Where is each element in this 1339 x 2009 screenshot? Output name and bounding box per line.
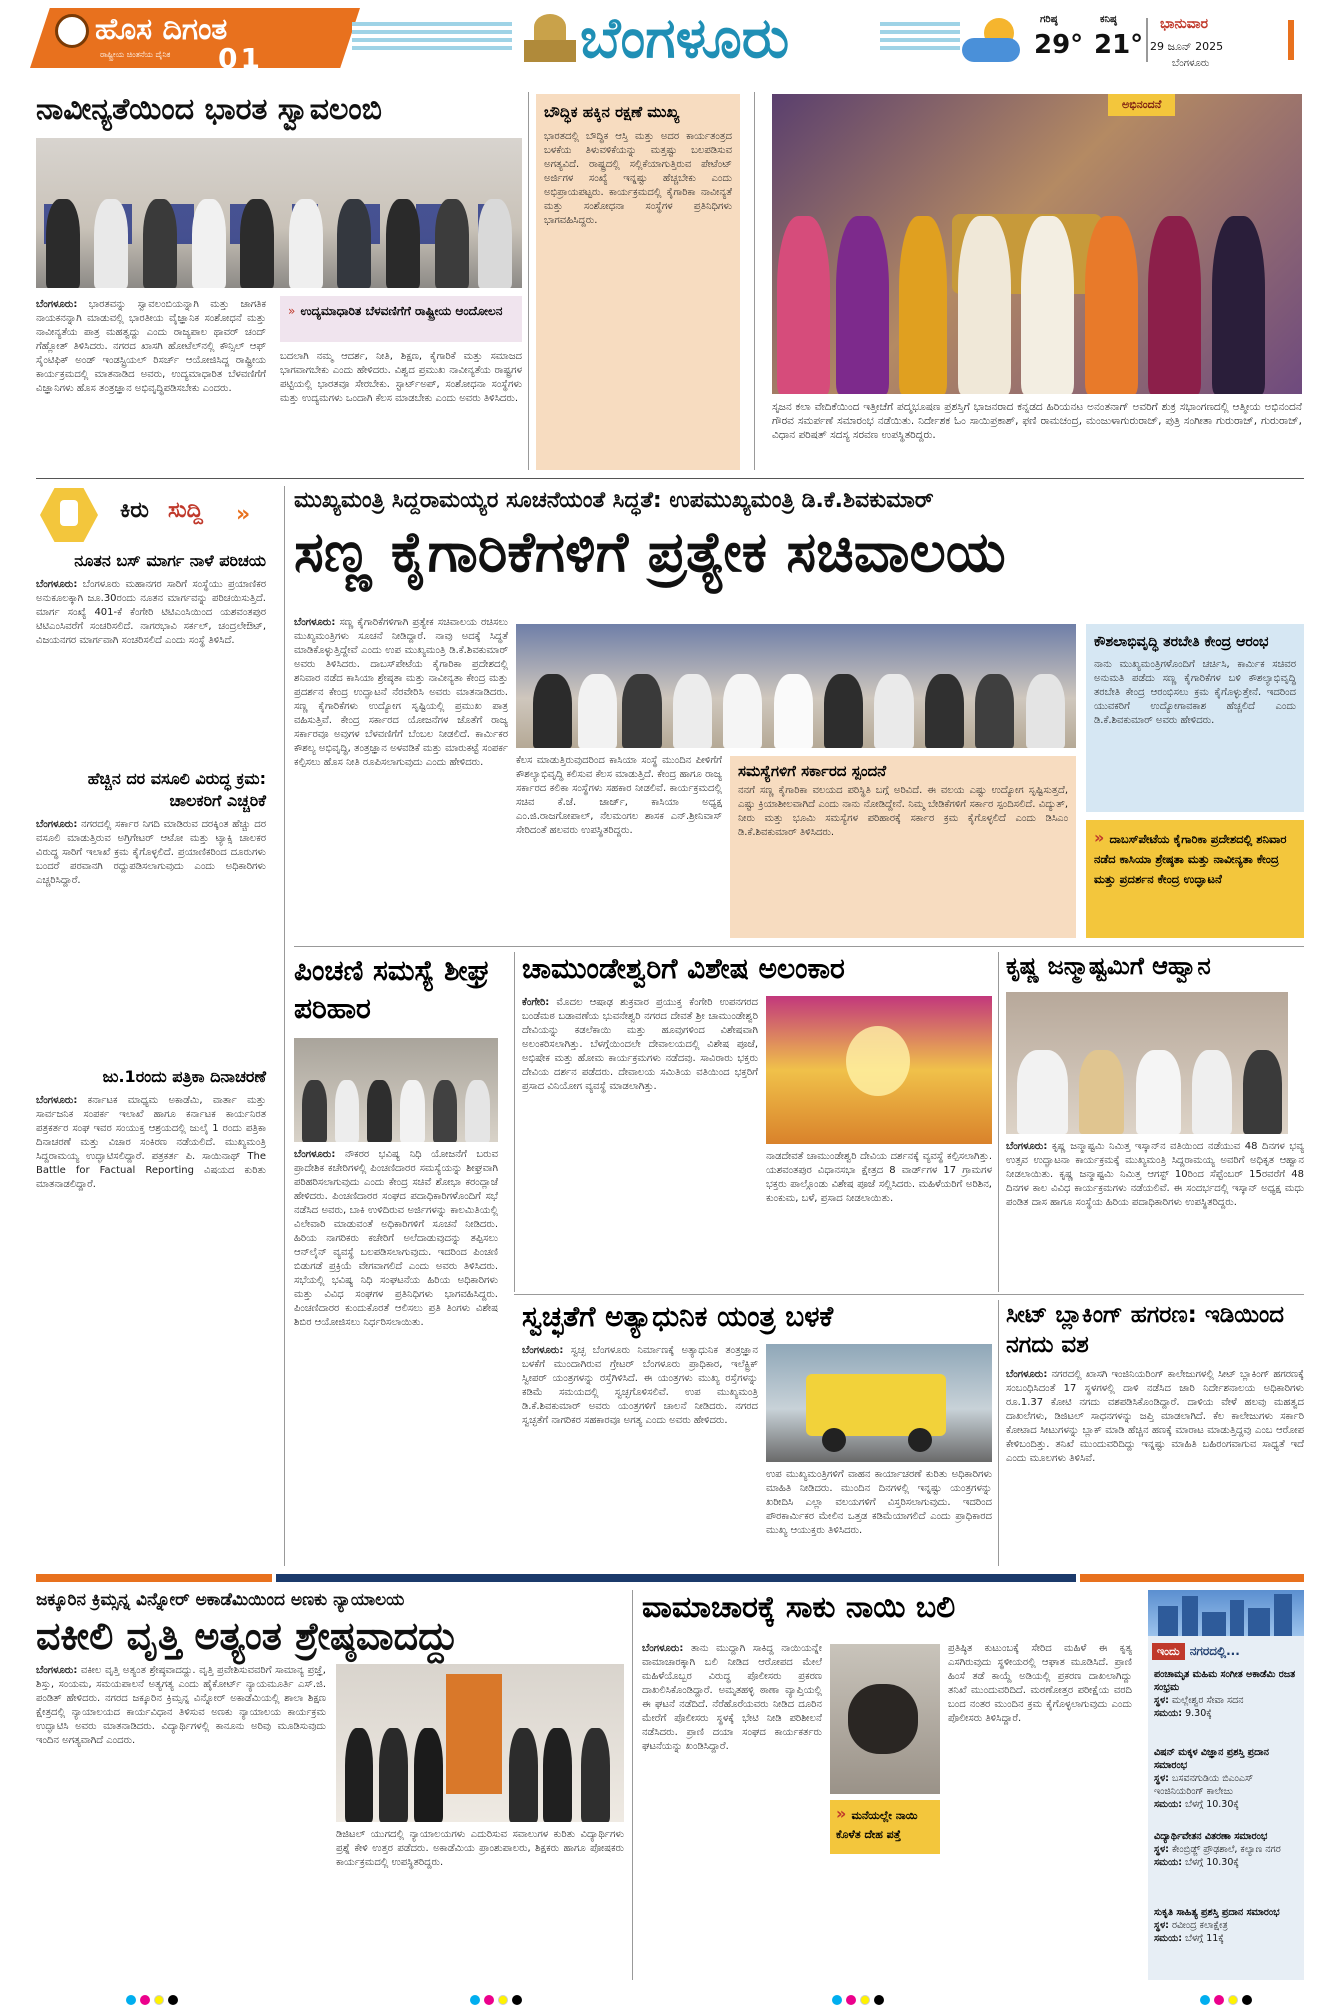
krishna-body-text: ಕೃಷ್ಣ ಜನ್ಮಾಷ್ಟಮಿ ನಿಮಿತ್ತ ಇಸ್ಕಾನ್‌ನ ವತಿಯಿಂದ ನಡೆಯುವ 48 ದಿನಗಳ ಭವ್ಯ ಉತ್ಸವ ಉದ್ಘಾಟನಾ ಕಾರ್ಯಕ್ರಮಕ್ಕೆ ಮುಖ್ಯಮಂತ್ರಿ ಸಿದ್ದರಾಮಯ್ಯ ಅವರಿಗೆ ಅಧಿಕೃತ ಆಹ್ವಾನ ನೀಡಲಾಯಿತು. ಕೃಷ್ಣ ಜನ್ಮಾಷ್ಟಮಿ ನಿಮಿತ್ತ ಆಗಸ್ಟ್ 10ರಿಂದ ಸೆಪ್ಟೆಂಬರ್ 15ರವರೆಗೆ 48 ದಿನಗಳ ಕಾಲ ವಿವಿಧ ಕಾರ್ಯಕ್ರಮಗಳು ನಡೆಯಲಿವೆ. ಈ ಸಂದರ್ಭದಲ್ಲಿ ಇಸ್ಕಾನ್ ಅಧ್ಯಕ್ಷ ಮಧು ಪಂಡಿತ ದಾಸ ಹಾಗೂ ಸಂಸ್ಥೆಯ ಹಿರಿಯ ಪದಾಧಿಕಾರಿಗಳು ಉಪಸ್ಥಿತರಿದ್ದರು.: [1006, 1141, 1304, 1208]
event-item: [1154, 1906, 1300, 1976]
masthead-orange-tab: [1288, 20, 1294, 60]
kirusuddi-column: [36, 486, 276, 1566]
swachhate-body-2: ಉಪ ಮುಖ್ಯಮಂತ್ರಿಗಳಿಗೆ ವಾಹನ ಕಾರ್ಯಾಚರಣೆ ಕುರಿತು ಅಧಿಕಾರಿಗಳು ಮಾಹಿತಿ ನೀಡಿದರು. ಮುಂದಿನ ದಿನಗಳಲ್ಲಿ ಇನ್ನಷ್ಟು ಯಂತ್ರಗಳನ್ನು ಖರೀದಿಸಿ ಎಲ್ಲಾ ವಲಯಗಳಿಗೆ ವಿಸ್ತರಿಸಲಾಗುವುದು. ಇದರಿಂದ ಪೌರಕಾರ್ಮಿಕರ ಮೇಲಿನ ಒತ್ತಡ ಕಡಿಮೆಯಾಗಲಿದೆ ಎಂದು ಪ್ರಾಧಿಕಾರದ ಮುಖ್ಯ ಆಯುಕ್ತರು ತಿಳಿಸಿದರು.: [766, 1469, 992, 1536]
story-photo: [36, 138, 522, 288]
box-ip-body: ಭಾರತದಲ್ಲಿ ಬೌದ್ಧಿಕ ಆಸ್ತಿ ಮತ್ತು ಅದರ ಕಾರ್ಯತಂತ್ರದ ಬಳಕೆಯ ತಿಳುವಳಿಕೆಯನ್ನು ಮತ್ತಷ್ಟು ಬಲಪಡಿಸುವ ಅಗತ್ಯವಿದೆ. ರಾಷ್ಟ್ರದಲ್ಲಿ ಸಲ್ಲಿಕೆಯಾಗುತ್ತಿರುವ ಪೇಟೆಂಟ್ ಅರ್ಜಿಗಳ ಸಂಖ್ಯೆ ಇನ್ನಷ್ಟು ಹೆಚ್ಚಬೇಕು ಎಂದು ಅಭಿಪ್ರಾಯಪಟ್ಟರು. ಕಾರ್ಯಕ್ರಮದಲ್ಲಿ ಕೈಗಾರಿಕಾ ನಾವೀನ್ಯತೆ ಮತ್ತು ಸಂಶೋಧನಾ ಸಂಸ್ಥೆಗಳ ಪ್ರತಿನಿಧಿಗಳು ಭಾಗವಹಿಸಿದ್ದರು.: [544, 131, 732, 226]
krishna-photo: [1006, 992, 1288, 1134]
vamachara-caption-text: ಮನೆಯಲ್ಲೇ ನಾಯಿ ಕೊಳೆತ ದೇಹ ಪತ್ತೆ: [836, 1809, 918, 1841]
event-place: ಕೇಂಬ್ರಿಡ್ಜ್ ಪ್ರೌಢಶಾಲೆ, ಕಲ್ಯಾಣ ನಗರ: [1172, 1844, 1281, 1855]
event-place-label: ಸ್ಥಳ:: [1154, 1773, 1169, 1784]
column-rule: [754, 92, 755, 470]
swachhate-body-text: ಸ್ವಚ್ಛ ಬೆಂಗಳೂರು ನಿರ್ಮಾಣಕ್ಕೆ ಅತ್ಯಾಧುನಿಕ ತಂತ್ರಜ್ಞಾನ ಬಳಕೆಗೆ ಮುಂದಾಗಿರುವ ಗ್ರೇಟರ್ ಬೆಂಗಳೂರು ಪ್ರಾಧಿಕಾರ, ಇಲೆಕ್ಟ್ರಿಕ್ ಸ್ವೀಪರ್ ಯಂತ್ರಗಳನ್ನು ರಸ್ತೆಗಿಳಿಸಿದೆ. ಈ ಯಂತ್ರಗಳು ಮುಖ್ಯ ರಸ್ತೆಗಳನ್ನು ಕಡಿಮೆ ಸಮಯದಲ್ಲಿ ಸ್ವಚ್ಛಗೊಳಿಸಲಿವೆ. ಉಪ ಮುಖ್ಯಮಂತ್ರಿ ಡಿ.ಕೆ.ಶಿವಕುಮಾರ್ ಅವರು ಯಂತ್ರಗಳಿಗೆ ಚಾಲನೆ ನೀಡಿದರು. ನಗರದ ಸ್ವಚ್ಛತೆಗೆ ನಾಗರಿಕರ ಸಹಕಾರವೂ ಅಗತ್ಯ ಎಂದು ಅವರು ಹೇಳಿದರು.: [522, 1345, 758, 1426]
kiru-item-headline: ಹೆಚ್ಚಿನ ದರ ವಸೂಲಿ ವಿರುದ್ಧ ಕ್ರಮ: ಚಾಲಕರಿಗೆ ಎಚ್ಚರಿಕೆ: [87, 769, 266, 810]
column-rule: [528, 92, 529, 470]
lead-headline: ಸಣ್ಣ ಕೈಗಾರಿಕೆಗಳಿಗೆ ಪ್ರತ್ಯೇಕ ಸಚಿವಾಲಯ: [294, 520, 1006, 585]
story-body-2: ಬದಲಾಗಿ ನಮ್ಮ ಆದರ್ಶ, ನೀತಿ, ಶಿಕ್ಷಣ, ಕೈಗಾರಿಕೆ ಮತ್ತು ಸಮಾಜದ ಭಾಗವಾಗಬೇಕು ಎಂದು ಹೇಳಿದರು. ವಿಶ್ವದ ಪ್ರಮುಖ ನಾವೀನ್ಯತೆಯ ರಾಷ್ಟ್ರಗಳ ಪಟ್ಟಿಯಲ್ಲಿ ಭಾರತವೂ ಸೇರಬೇಕು. ಸ್ಟಾರ್ಟ್‌ಅಪ್, ಸಂಶೋಧನಾ ಸಂಸ್ಥೆಗಳು ಮತ್ತು ಉದ್ಯಮಗಳು ಒಂದಾಗಿ ಕೆಲಸ ಮಾಡಬೇಕು ಎಂದು ಅವರು ತಿಳಿಸಿದರು.: [280, 351, 522, 404]
registration-mark: [832, 1995, 842, 2005]
event-item: [1154, 1668, 1300, 1742]
seat-body-text: ನಗರದಲ್ಲಿ ಖಾಸಗಿ ಇಂಜಿನಿಯರಿಂಗ್ ಕಾಲೇಜುಗಳಲ್ಲಿ ಸೀಟ್ ಬ್ಲಾಕಿಂಗ್ ಹಗರಣಕ್ಕೆ ಸಂಬಂಧಿಸಿದಂತೆ 17 ಸ್ಥಳಗಳಲ್ಲಿ ದಾಳಿ ನಡೆಸಿದ ಜಾರಿ ನಿರ್ದೇಶನಾಲಯ ಅಧಿಕಾರಿಗಳು ರೂ.1.37 ಕೋಟಿ ನಗದು ವಶಪಡಿಸಿಕೊಂಡಿದ್ದಾರೆ. ದಾಳಿಯ ವೇಳೆ ಹಲವು ಮಹತ್ವದ ದಾಖಲೆಗಳು, ಡಿಜಿಟಲ್ ಸಾಧನಗಳನ್ನು ಜಪ್ತಿ ಮಾಡಲಾಗಿದೆ. ಕೆಲ ಕಾಲೇಜುಗಳು ಸರ್ಕಾರಿ ಕೋಟಾದ ಸೀಟುಗಳನ್ನು ಬ್ಲಾಕ್ ಮಾಡಿ ಹೆಚ್ಚಿನ ಹಣಕ್ಕೆ ಮಾರಾಟ ಮಾಡುತ್ತಿದ್ದವು ಎಂಬ ಆರೋಪ ಕೇಳಿಬಂದಿತ್ತು. ತನಿಖೆ ಮುಂದುವರಿದಿದ್ದು ಇನ್ನಷ್ಟು ಮಾಹಿತಿ ಬಹಿರಂಗವಾಗುವ ಸಾಧ್ಯತೆ ಇದೆ ಎಂದು ಮೂಲಗಳು ತಿಳಿಸಿವೆ.: [1006, 1369, 1304, 1464]
vamachara-body: [642, 1642, 822, 1980]
lead-response-body: ನನಗೆ ಸಣ್ಣ ಕೈಗಾರಿಕಾ ವಲಯದ ಪರಿಸ್ಥಿತಿ ಬಗ್ಗೆ ಅರಿವಿದೆ. ಈ ವಲಯ ಎಷ್ಟು ಉದ್ಯೋಗ ಸೃಷ್ಟಿಸುತ್ತದೆ, ಎಷ್ಟು ಕ್ರಿಯಾಶೀಲವಾಗಿದೆ ಎಂದು ನಾನು ನೋಡಿದ್ದೇನೆ. ನಿಮ್ಮ ಬೇಡಿಕೆಗಳಿಗೆ ಸರ್ಕಾರ ಸ್ಪಂದಿಸಲಿದೆ. ವಿದ್ಯುತ್, ನೀರು ಮತ್ತು ಭೂಮಿ ಸಮಸ್ಯೆಗಳ ಪರಿಹಾರಕ್ಕೆ ಸರ್ಕಾರ ಕ್ರಮ ಕೈಗೊಳ್ಳಲಿದೆ ಎಂದು ಡಿಸಿಎಂ ಡಿ.ಕೆ.ಶಿವಕುಮಾರ್ ತಿಳಿಸಿದರು.: [738, 785, 1068, 838]
kiru-item-body: ಕರ್ನಾಟಕ ಮಾಧ್ಯಮ ಅಕಾಡೆಮಿ, ವಾರ್ತಾ ಮತ್ತು ಸಾರ್ವಜನಿಕ ಸಂಪರ್ಕ ಇಲಾಖೆ ಹಾಗೂ ಕರ್ನಾಟಕ ಕಾರ್ಯನಿರತ ಪತ್ರಕರ್ತರ ಸಂಘ ಇವರ ಸಂಯುಕ್ತ ಆಶ್ರಯದಲ್ಲಿ ಜುಲೈ 1 ರಂದು ಪತ್ರಿಕಾ ದಿನಾಚರಣೆ ಮತ್ತು ವಿಚಾರ ಸಂಕಿರಣ ನಡೆಯಲಿದೆ. ಮುಖ್ಯಮಂತ್ರಿ ಸಿದ್ದರಾಮಯ್ಯ ಉದ್ಘಾಟಿಸಲಿದ್ದಾರೆ. ಪತ್ರಕರ್ತ ಪಿ. ಸಾಯಿನಾಥ್ The Battle for Factual Reporting ವಿಷಯದ ಕುರಿತು ಮಾತನಾಡಲಿದ್ದಾರೆ.: [36, 1095, 266, 1190]
kirusuddi-label-1: ಕಿರು: [120, 498, 149, 523]
event-place: ಮಲ್ಲೇಶ್ವರ ಸೇವಾ ಸದನ: [1172, 1695, 1244, 1706]
event-time: 9.30ಕ್ಕೆ: [1185, 1708, 1212, 1719]
kiru-item-body-wrap: [36, 1094, 266, 1192]
kiru-item: [36, 550, 266, 760]
lead-skill-body: ನಾನು ಮುಖ್ಯಮಂತ್ರಿಗಳೊಂದಿಗೆ ಚರ್ಚಿಸಿ, ಕಾರ್ಮಿಕ ಸಚಿವರ ಅನುಮತಿ ಪಡೆದು ಸಣ್ಣ ಕೈಗಾರಿಕೆಗಳ ಬಳಿ ಕೌಶಲ್ಯಾಭಿವೃದ್ಧಿ ತರಬೇತಿ ಕೇಂದ್ರ ಆರಂಭಿಸಲು ಕ್ರಮ ಕೈಗೊಳ್ಳುತ್ತೇನೆ. ಇದರಿಂದ ಯುವಕರಿಗೆ ಉದ್ಯೋಗಾವಕಾಶ ಹೆಚ್ಚಲಿದೆ ಎಂದು ಡಿ.ಕೆ.ಶಿವಕುಮಾರ್ ಅವರು ಹೇಳಿದರು.: [1094, 659, 1296, 726]
lead-story: [294, 486, 1304, 946]
seat-body: [1006, 1368, 1304, 1566]
bottom-divider-bar: [36, 1574, 1304, 1582]
lead-yellow-caption: [1086, 820, 1304, 938]
vamachara-headline: ವಾಮಾಚಾರಕ್ಕೆ ಸಾಕು ನಾಯಿ ಬಲಿ: [642, 1590, 956, 1625]
pension-photo: [294, 1038, 498, 1142]
masthead-divider: [1146, 18, 1148, 62]
masthead-stripe: [352, 22, 512, 52]
kiru-item-dateline: ಬೆಂಗಳೂರು:: [36, 1095, 78, 1106]
event-item: [1154, 1830, 1300, 1900]
kiru-item-body-wrap: [36, 818, 266, 888]
weather-min: 21°: [1094, 30, 1144, 60]
lawyer-headline: ವಕೀಲಿ ವೃತ್ತಿ ಅತ್ಯಂತ ಶ್ರೇಷ್ಠವಾದದ್ದು: [36, 1614, 459, 1658]
lawyer-dateline: ಬೆಂಗಳೂರು:: [36, 1665, 78, 1676]
registration-mark: [512, 1995, 522, 2005]
page-number: 01: [218, 42, 263, 75]
city-title: ಬೆಂಗಳೂರು: [580, 6, 790, 71]
swachhate-body: [522, 1344, 758, 1566]
pension-headline: ಪಿಂಚಣಿ ಸಮಸ್ಯೆ ಶೀಘ್ರ ಪರಿಹಾರ: [294, 954, 490, 1025]
lead-yellow-text: ದಾಬಸ್‌ಪೇಟೆಯ ಕೈಗಾರಿಕಾ ಪ್ರದೇಶದಲ್ಲಿ ಶನಿವಾರ ನಡೆದ ಕಾಸಿಯಾ ಶ್ರೇಷ್ಠತಾ ಮತ್ತು ನಾವೀನ್ಯತಾ ಕೇಂದ್ರ ಮತ್ತು ಪ್ರದರ್ಶನ ಕೇಂದ್ರ ಉದ್ಘಾಟನೆ: [1094, 832, 1287, 886]
registration-mark: [126, 1995, 136, 2005]
weather-max-label: ಗರಿಷ್ಠ: [1040, 14, 1058, 25]
registration-mark: [1242, 1995, 1252, 2005]
arrow-icon: »: [836, 1804, 847, 1823]
story-seat-blocking: [1006, 1300, 1304, 1566]
lead-body-text: ಸಣ್ಣ ಕೈಗಾರಿಕೆಗಳಿಗಾಗಿ ಪ್ರತ್ಯೇಕ ಸಚಿವಾಲಯ ರಚಿಸಲು ಮುಖ್ಯಮಂತ್ರಿಗಳು ಸೂಚನೆ ನೀಡಿದ್ದಾರೆ. ನಾವು ಅದಕ್ಕೆ ಸಿದ್ಧತೆ ಮಾಡಿಕೊಳ್ಳುತ್ತಿದ್ದೇವೆ ಎಂದು ಉಪ ಮುಖ್ಯಮಂತ್ರಿ ಡಿ.ಕೆ.ಶಿವಕುಮಾರ್ ಅವರು ತಿಳಿಸಿದರು. ದಾಬಸ್‌ಪೇಟೆಯ ಕೈಗಾರಿಕಾ ಪ್ರದೇಶದಲ್ಲಿ ಶನಿವಾರ ನಡೆದ ಕಾಸಿಯಾ ಶ್ರೇಷ್ಠತಾ ಮತ್ತು ನಾವೀನ್ಯತಾ ಕೇಂದ್ರ ಮತ್ತು ಪ್ರದರ್ಶನ ಕೇಂದ್ರ ಉದ್ಘಾಟನೆ ನೆರವೇರಿಸಿ ಅವರು ಮಾತನಾಡಿದರು. ಸಣ್ಣ ಕೈಗಾರಿಕೆಗಳು ಉದ್ಯೋಗ ಸೃಷ್ಟಿಯಲ್ಲಿ ಪ್ರಮುಖ ಪಾತ್ರ ವಹಿಸುತ್ತಿವೆ. ಕೇಂದ್ರ ಸರ್ಕಾರದ ಯೋಜನೆಗಳ ಜೊತೆಗೆ ರಾಜ್ಯ ಸರ್ಕಾರವೂ ಅವುಗಳ ಬೆಳವಣಿಗೆಗೆ ಬೆಂಬಲ ನೀಡಲಿದೆ. ಕಾರ್ಮಿಕರ ಕೌಶಲ್ಯ ಅಭಿವೃದ್ಧಿ, ತಂತ್ರಜ್ಞಾನ ಅಳವಡಿಕೆ ಮತ್ತು ಮಾರುಕಟ್ಟೆ ಸಂಪರ್ಕ ಕಲ್ಪಿಸಲು ಹೊಸ ನೀತಿ ರೂಪಿಸಲಾಗುವುದು ಎಂದು ಹೇಳಿದರು.: [294, 617, 508, 768]
lawyer-photo: [336, 1664, 624, 1822]
swachhate-headline: ಸ್ವಚ್ಛತೆಗೆ ಅತ್ಯಾಧುನಿಕ ಯಂತ್ರ ಬಳಕೆ: [522, 1300, 834, 1333]
event-time-label: ಸಮಯ:: [1154, 1933, 1183, 1944]
weather-cloud-icon: [962, 18, 1024, 64]
registration-mark: [498, 1995, 508, 2005]
kiru-item-headline: ಜು.1ರಂದು ಪತ್ರಿಕಾ ದಿನಾಚರಣೆ: [102, 1067, 266, 1086]
lead-kicker: ಮುಖ್ಯಮಂತ್ರಿ ಸಿದ್ದರಾಮಯ್ಯರ ಸೂಚನೆಯಂತೆ ಸಿದ್ಧತೆ: ಉಪಮುಖ್ಯಮಂತ್ರಿ ಡಿ.ಕೆ.ಶಿವಕುಮಾರ್: [294, 488, 934, 513]
masthead: [0, 0, 1339, 80]
issue-place: ಬೆಂಗಳೂರು: [1172, 58, 1210, 69]
pension-body: [294, 1148, 498, 1566]
seat-dateline: ಬೆಂಗಳೂರು:: [1006, 1369, 1048, 1380]
masthead-stripe-right: [880, 22, 960, 52]
krishna-headline: ಕೃಷ್ಣ ಜನ್ಮಾಷ್ಟಮಿಗೆ ಆಹ್ವಾನ: [1006, 952, 1211, 980]
section-rule: [36, 478, 1304, 479]
brand-logo-icon: [55, 14, 89, 48]
story-chamundi: [522, 952, 992, 1288]
lawyer-kicker: ಜಕ್ಕೂರಿನ ಕ್ರಿಮ್ಸನ್ನ ವಿನ್ನೋರ್ ಅಕಾಡೆಮಿಯಿಂದ ಅಣಕು ನ್ಯಾಯಾಲಯ: [36, 1590, 405, 1610]
event-place-label: ಸ್ಥಳ:: [1154, 1844, 1169, 1855]
event-time-label: ಸಮಯ:: [1154, 1857, 1183, 1868]
column-rule: [632, 1590, 633, 1980]
events-banner: [1152, 1640, 1300, 1662]
registration-mark: [860, 1995, 870, 2005]
column-rule: [514, 952, 515, 1292]
skyline-icon: [1148, 1590, 1304, 1636]
krishna-dateline: ಬೆಂಗಳೂರು:: [1006, 1141, 1048, 1152]
weather-max: 29°: [1034, 30, 1084, 60]
chamundi-dateline: ಕೆಂಗೇರಿ:: [522, 997, 550, 1008]
kiru-item-dateline: ಬೆಂಗಳೂರು:: [36, 819, 78, 830]
kiru-item-body-wrap: [36, 578, 266, 648]
event-place-label: ಸ್ಥಳ:: [1154, 1920, 1169, 1931]
felicitation-photo: [772, 94, 1302, 394]
registration-mark: [154, 1995, 164, 2005]
kirusuddi-label-2: ಸುದ್ದಿ: [168, 498, 203, 523]
events-label-1: ಇಂದು: [1152, 1643, 1185, 1660]
vidhana-soudha-icon: [520, 14, 580, 62]
story-pension: [294, 952, 508, 1566]
swachhate-photo: [766, 1344, 992, 1462]
event-time-label: ಸಮಯ:: [1154, 1708, 1183, 1719]
brand-name: ಹೊಸ ದಿಗಂತ: [95, 12, 228, 47]
weather-min-label: ಕನಿಷ್ಠ: [1100, 14, 1117, 25]
kiru-item: [36, 1066, 266, 1566]
kirusuddi-chevrons: »: [236, 502, 251, 527]
event-time-label: ಸಮಯ:: [1154, 1799, 1183, 1810]
registration-mark: [1228, 1995, 1238, 2005]
section-rule: [514, 1294, 1304, 1295]
registration-mark: [1214, 1995, 1224, 2005]
events-box: [1148, 1590, 1304, 1980]
arrow-icon: »: [288, 304, 296, 318]
vamachara-body-text: ತಾನು ಮುದ್ದಾಗಿ ಸಾಕಿದ್ದ ನಾಯಿಯನ್ನೇ ವಾಮಾಚಾರಕ್ಕಾಗಿ ಬಲಿ ನೀಡಿದ ಆರೋಪದ ಮೇಲೆ ಮಹಿಳೆಯೊಬ್ಬರ ವಿರುದ್ಧ ಪೊಲೀಸರು ಪ್ರಕರಣ ದಾಖಲಿಸಿಕೊಂಡಿದ್ದಾರೆ. ಅಮೃತಹಳ್ಳಿ ಠಾಣಾ ವ್ಯಾಪ್ತಿಯಲ್ಲಿ ಈ ಘಟನೆ ನಡೆದಿದೆ. ನೆರೆಹೊರೆಯವರು ನೀಡಿದ ದೂರಿನ ಮೇರೆಗೆ ಪೊಲೀಸರು ಸ್ಥಳಕ್ಕೆ ಭೇಟಿ ನೀಡಿ ಪರಿಶೀಲನೆ ನಡೆಸಿದರು. ಪ್ರಾಣಿ ದಯಾ ಸಂಘದ ಕಾರ್ಯಕರ್ತರು ಘಟನೆಯನ್ನು ಖಂಡಿಸಿದ್ದಾರೆ.: [642, 1643, 822, 1752]
lead-skill-headline: ಕೌಶಲಾಭಿವೃದ್ಧಿ ತರಬೇತಿ ಕೇಂದ್ರ ಆರಂಭ: [1094, 634, 1269, 650]
felicitation-caption: ಸೃಜನ ಕಲಾ ವೇದಿಕೆಯಿಂದ ಇತ್ತೀಚೆಗೆ ಪದ್ಮಭೂಷಣ ಪ್ರಶಸ್ತಿಗೆ ಭಾಜನರಾದ ಕನ್ನಡದ ಹಿರಿಯನಟ ಅನಂತನಾಗ್ ಅವರಿಗೆ ಶುಕ್ರ ಸಭಾಂಗಣದಲ್ಲಿ ಆತ್ಮೀಯ ಅಭಿನಂದನೆ ಗೌರವ ಸಮರ್ಪಣೆ ಸಮಾರಂಭ ನಡೆಯಿತು. ನಿರ್ದೇಶಕ ಓಂ ಸಾಯಿಪ್ರಕಾಶ್, ಫಣಿ ರಾಮಚಂದ್ರ, ಮಂಜುಳಾಗುರುರಾಜ್, ಪುತ್ರಿ ಸಂಗೀತಾ ಗುರುರಾಜ್, ಗುರುರಾಜ್, ವಿಧಾನ ಪರಿಷತ್ ಸದಸ್ಯ ಸರವಣ ಉಪಸ್ಥಿತರಿದ್ದರು.: [772, 401, 1302, 441]
lead-skill-box: [1086, 624, 1304, 812]
story-headline: ನಾವೀನ್ಯತೆಯಿಂದ ಭಾರತ ಸ್ವಾವಲಂಬಿ: [36, 92, 382, 127]
dog-icon: [848, 1684, 918, 1754]
event-place: ರವೀಂದ್ರ ಕಲಾಕ್ಷೇತ್ರ: [1172, 1920, 1228, 1931]
story-subhead-box: [280, 296, 522, 342]
chamundi-body-text: ಮೊದಲ ಆಷಾಢ ಶುಕ್ರವಾರ ಪ್ರಯುಕ್ತ ಕೆಂಗೇರಿ ಉಪನಗರದ ಬಂಡೆಮಠ ಬಡಾವಣೆಯ ಭುವನೇಶ್ವರಿ ನಗರದ ದೇವತೆ ಶ್ರೀ ಚಾಮುಂಡೇಶ್ವರಿ ದೇವಿಯನ್ನು ಕಡಲೆಕಾಯಿ ಮತ್ತು ಹೂವುಗಳಿಂದ ವಿಶೇಷವಾಗಿ ಅಲಂಕರಿಸಲಾಗಿತ್ತು. ಬೆಳಗ್ಗೆಯಿಂದಲೇ ದೇವಾಲಯದಲ್ಲಿ ವಿಶೇಷ ಪೂಜೆ, ಅಭಿಷೇಕ ಮತ್ತು ಹೋಮ ಕಾರ್ಯಕ್ರಮಗಳು ನಡೆದವು. ಸಾವಿರಾರು ಭಕ್ತರು ದೇವಿಯ ದರ್ಶನ ಪಡೆದರು. ದೇವಾಲಯ ಸಮಿತಿಯ ವತಿಯಿಂದ ಭಕ್ತರಿಗೆ ಪ್ರಸಾದ ವಿನಿಯೋಗ ವ್ಯವಸ್ಥೆ ಮಾಡಲಾಗಿತ್ತು.: [522, 997, 758, 1092]
vamachara-photo: [830, 1644, 940, 1794]
felicitation-tag: ಅಭಿನಂದನೆ: [1108, 94, 1175, 116]
event-time: ಬೆಳಗ್ಗೆ 10.30ಕ್ಕೆ: [1185, 1857, 1239, 1868]
story-body-text: ಭಾರತವನ್ನು ಸ್ವಾವಲಂಬಿಯನ್ನಾಗಿ ಮತ್ತು ಜಾಗತಿಕ ನಾಯಕನನ್ನಾಗಿ ಮಾಡುವಲ್ಲಿ ಭಾರತೀಯ ವೈಜ್ಞಾನಿಕ ಸಂಶೋಧನೆ ಮತ್ತು ನಾವೀನ್ಯತೆಯ ಪಾತ್ರ ಮಹತ್ವದ್ದು ಎಂದು ರಾಜ್ಯಪಾಲ ಥಾವರ್ ಚಂದ್ ಗೆಹ್ಲೋತ್ ತಿಳಿಸಿದರು. ನಗರದ ಖಾಸಗಿ ಹೋಟೆಲ್‌ನಲ್ಲಿ ಕೌನ್ಸಿಲ್ ಆಫ್ ಸೈಂಟಿಫಿಕ್ ಅಂಡ್ ಇಂಡಸ್ಟ್ರಿಯಲ್ ರಿಸರ್ಚ್ ಆಯೋಜಿಸಿದ್ದ ರಾಷ್ಟ್ರೀಯ ಕಾರ್ಯಕ್ರಮದಲ್ಲಿ ಮಾತನಾಡಿದ ಅವರು, ಉದ್ಯಮಾಧಾರಿತ ಬೆಳವಣಿಗೆಗೆ ವಿಜ್ಞಾನಿಗಳು ಹೊಸ ತಂತ್ರಜ್ಞಾನ ಅಭಿವೃದ್ಧಿಪಡಿಸಬೇಕು ಎಂದರು.: [36, 299, 266, 394]
pension-dateline: ಬೆಂಗಳೂರು:: [294, 1149, 336, 1160]
arrow-icon: »: [1094, 828, 1105, 847]
lawyer-body-2: ಡಿಜಿಟಲ್ ಯುಗದಲ್ಲಿ ನ್ಯಾಯಾಲಯಗಳು ಎದುರಿಸುವ ಸವಾಲುಗಳ ಕುರಿತು ವಿದ್ಯಾರ್ಥಿಗಳು ಪ್ರಶ್ನೆ ಕೇಳಿ ಉತ್ತರ ಪಡೆದರು. ಅಕಾಡೆಮಿಯ ಪ್ರಾಂಶುಪಾಲರು, ಶಿಕ್ಷಕರು ಹಾಗೂ ಪೋಷಕರು ಕಾರ್ಯಕ್ರಮದಲ್ಲಿ ಉಪಸ್ಥಿತರಿದ್ದರು.: [336, 1829, 624, 1868]
event-title: ಪಂಚಾಮೃತ ಮಹಿಮ ಸಂಗೀತ ಅಕಾಡೆಮಿ ರಜತ ಸಂಭ್ರಮ: [1154, 1669, 1296, 1693]
event-time: ಬೆಳಗ್ಗೆ 10.30ಕ್ಕೆ: [1185, 1799, 1239, 1810]
lead-photo: [516, 624, 1076, 748]
lead-body: [294, 616, 508, 944]
kiru-item-body: ನಗರದಲ್ಲಿ ಸರ್ಕಾರ ನಿಗದಿ ಮಾಡಿರುವ ದರಕ್ಕಿಂತ ಹೆಚ್ಚು ದರ ವಸೂಲಿ ಮಾಡುತ್ತಿರುವ ಅಗ್ರಿಗೇಟರ್ ಆಟೋ ಮತ್ತು ಟ್ಯಾಕ್ಸಿ ಚಾಲಕರ ವಿರುದ್ಧ ಸಾರಿಗೆ ಇಲಾಖೆ ಕ್ರಮ ಕೈಗೊಳ್ಳಲಿದೆ. ಪ್ರಯಾಣಿಕರಿಂದ ದೂರುಗಳು ಬಂದರೆ ಪರವಾನಗಿ ರದ್ದುಪಡಿಸಲಾಗುವುದು ಎಂದು ಅಧಿಕಾರಿಗಳು ಎಚ್ಚರಿಸಿದ್ದಾರೆ.: [36, 819, 266, 886]
registration-mark: [484, 1995, 494, 2005]
lead-dateline: ಬೆಂಗಳೂರು:: [294, 617, 336, 628]
registration-mark: [470, 1995, 480, 2005]
column-rule: [998, 1300, 999, 1566]
registration-mark: [168, 1995, 178, 2005]
chamundi-body: [522, 996, 758, 1286]
lawyer-body-text: ವಕೀಲ ವೃತ್ತಿ ಅತ್ಯಂತ ಶ್ರೇಷ್ಠವಾದದ್ದು. ವೃತ್ತಿ ಪ್ರವೇಶಿಸುವವರಿಗೆ ಸಾಮಾನ್ಯ ಪ್ರಜ್ಞೆ, ಶಿಸ್ತು, ಸಂಯಮ, ಸಮಯಪಾಲನೆ ಅತ್ಯಗತ್ಯ ಎಂದು ಹೈಕೋರ್ಟ್ ನ್ಯಾಯಮೂರ್ತಿ ಎಸ್.ಜಿ. ಪಂಡಿತ್ ಹೇಳಿದರು. ನಗರದ ಜಕ್ಕೂರಿನ ಕ್ರಿಮ್ಸನ್ನ ವಿನ್ನೋರ್ ಅಕಾಡೆಮಿಯಲ್ಲಿ ಶಾಲಾ ಶಿಕ್ಷಣ ಕ್ಷೇತ್ರದಲ್ಲಿ ನ್ಯಾಯಾಲಯದ ಕಾರ್ಯವಿಧಾನ ತಿಳಿಸುವ ಅಣಕು ನ್ಯಾಯಾಲಯ ಕಾರ್ಯಕ್ರಮ ಉದ್ಘಾಟಿಸಿ ಅವರು ಮಾತನಾಡಿದರು. ವಿದ್ಯಾರ್ಥಿಗಳಲ್ಲಿ ಕಾನೂನು ಅರಿವು ಮೂಡಿಸುವುದು ಇಂದಿನ ಅಗತ್ಯವಾಗಿದೆ ಎಂದರು.: [36, 1665, 326, 1746]
krishna-body: [1006, 1140, 1304, 1286]
event-title: ಸುಕೃತಿ ಸಾಹಿತ್ಯ ಪ್ರಶಸ್ತಿ ಪ್ರದಾನ ಸಮಾರಂಭ: [1154, 1907, 1280, 1918]
vamachara-dateline: ಬೆಂಗಳೂರು:: [642, 1643, 684, 1654]
box-ip-rights: [536, 94, 740, 470]
lawyer-body: [36, 1664, 326, 1980]
pension-body-text: ನೌಕರರ ಭವಿಷ್ಯ ನಿಧಿ ಯೋಜನೆಗೆ ಬರುವ ಪ್ರಾದೇಶಿಕ ಕಚೇರಿಗಳಲ್ಲಿ ಪಿಂಚಣಿದಾರರ ಸಮಸ್ಯೆಯನ್ನು ಶೀಘ್ರವಾಗಿ ಪರಿಹರಿಸಲಾಗುವುದು ಎಂದು ಕೇಂದ್ರ ಸಚಿವೆ ಶೋಭಾ ಕರಂದ್ಲಾಜೆ ಹೇಳಿದರು. ಪಿಂಚಣಿದಾರರ ಸಂಘದ ಪದಾಧಿಕಾರಿಗಳೊಂದಿಗೆ ಸಭೆ ನಡೆಸಿದ ಅವರು, ಬಾಕಿ ಉಳಿದಿರುವ ಅರ್ಜಿಗಳನ್ನು ಕಾಲಮಿತಿಯಲ್ಲಿ ವಿಲೇವಾರಿ ಮಾಡುವಂತೆ ಅಧಿಕಾರಿಗಳಿಗೆ ಸೂಚನೆ ನೀಡಿದರು. ಹಿರಿಯ ನಾಗರಿಕರು ಕಚೇರಿಗೆ ಅಲೆದಾಡುವುದನ್ನು ತಪ್ಪಿಸಲು ಆನ್‌ಲೈನ್ ವ್ಯವಸ್ಥೆ ಬಲಪಡಿಸಲಾಗುವುದು. ಇದರಿಂದ ಪಿಂಚಣಿ ಬಿಡುಗಡೆ ಪ್ರಕ್ರಿಯೆ ವೇಗವಾಗಲಿದೆ ಎಂದು ಅವರು ತಿಳಿಸಿದರು. ಸಭೆಯಲ್ಲಿ ಭವಿಷ್ಯ ನಿಧಿ ಸಂಘಟನೆಯ ಹಿರಿಯ ಅಧಿಕಾರಿಗಳು ಮತ್ತು ವಿವಿಧ ಸಂಘಗಳ ಪ್ರತಿನಿಧಿಗಳು ಭಾಗವಹಿಸಿದ್ದರು. ಪಿಂಚಣಿದಾರರ ಕುಂದುಕೊರತೆ ಆಲಿಸಲು ಪ್ರತಿ ತಿಂಗಳು ವಿಶೇಷ ಶಿಬಿರ ಆಯೋಜಿಸಲು ನಿರ್ಧರಿಸಲಾಯಿತು.: [294, 1149, 499, 1328]
swachhate-dateline: ಬೆಂಗಳೂರು:: [522, 1345, 564, 1356]
story-subhead: ಉದ್ಯಮಾಧಾರಿತ ಬೆಳವಣಿಗೆಗೆ ರಾಷ್ಟ್ರೀಯ ಆಂದೋಲನ: [300, 304, 503, 318]
kirusuddi-banner: [36, 486, 266, 544]
chamundi-body-2: ನಾಡದೇವತೆ ಚಾಮುಂಡೇಶ್ವರಿ ದೇವಿಯ ದರ್ಶನಕ್ಕೆ ವ್ಯವಸ್ಥೆ ಕಲ್ಪಿಸಲಾಗಿತ್ತು. ಯಶವಂತಪುರ ವಿಧಾನಸಭಾ ಕ್ಷೇತ್ರದ 8 ವಾರ್ಡ್‌ಗಳ 17 ಗ್ರಾಮಗಳ ಭಕ್ತರು ಪಾಲ್ಗೊಂಡು ವಿಶೇಷ ಪೂಜೆ ಸಲ್ಲಿಸಿದರು. ಮಹಿಳೆಯರಿಗೆ ಅರಿಶಿನ, ಕುಂಕುಮ, ಬಳೆ, ಪ್ರಸಾದ ನೀಡಲಾಯಿತು.: [766, 1151, 992, 1204]
box-ip-headline: ಬೌದ್ಧಿಕ ಹಕ್ಕಿನ ರಕ್ಷಣೆ ಮುಖ್ಯ: [544, 103, 680, 121]
story-vamachara: [642, 1590, 1132, 1980]
story-dateline: ಬೆಂಗಳೂರು:: [36, 299, 78, 310]
story-innovation: [36, 88, 522, 478]
lead-body-2: ಕೆಲಸ ಮಾಡುತ್ತಿರುವುದರಿಂದ ಕಾಸಿಯಾ ಸಂಸ್ಥೆ ಮುಂದಿನ ಪೀಳಿಗೆಗೆ ಕೌಶಲ್ಯಾಭಿವೃದ್ಧಿ ಕಲಿಸುವ ಕೆಲಸ ಮಾಡುತ್ತಿದೆ. ಕೇಂದ್ರ ಹಾಗೂ ರಾಜ್ಯ ಸರ್ಕಾರದ ಕಲಿಕಾ ಸಂಸ್ಥೆಗಳು ಸಹಕಾರ ನೀಡಲಿವೆ. ಕಾರ್ಯಕ್ರಮದಲ್ಲಿ ಸಚಿವ ಕೆ.ಜೆ. ಜಾರ್ಜ್, ಕಾಸಿಯಾ ಅಧ್ಯಕ್ಷ ಎಂ.ಜಿ.ರಾಜಗೋಪಾಲ್, ನೆಲಮಂಗಲ ಶಾಸಕ ಎನ್.ಶ್ರೀನಿವಾಸ್ ಸೇರಿದಂತೆ ಹಲವರು ಉಪಸ್ಥಿತರಿದ್ದರು.: [516, 755, 722, 836]
chamundi-headline: ಚಾಮುಂಡೇಶ್ವರಿಗೆ ವಿಶೇಷ ಅಲಂಕಾರ: [522, 952, 845, 985]
kiru-item-dateline: ಬೆಂಗಳೂರು:: [36, 579, 78, 590]
vamachara-body-2: ಪ್ರತಿಷ್ಠಿತ ಕುಟುಂಬಕ್ಕೆ ಸೇರಿದ ಮಹಿಳೆ ಈ ಕೃತ್ಯ ಎಸಗಿರುವುದು ಸ್ಥಳೀಯರಲ್ಲಿ ಆಘಾತ ಮೂಡಿಸಿದೆ. ಪ್ರಾಣಿ ಹಿಂಸೆ ತಡೆ ಕಾಯ್ದೆ ಅಡಿಯಲ್ಲಿ ಪ್ರಕರಣ ದಾಖಲಾಗಿದ್ದು ತನಿಖೆ ಮುಂದುವರಿದಿದೆ. ಮರಣೋತ್ತರ ಪರೀಕ್ಷೆಯ ವರದಿ ಬಂದ ನಂತರ ಮುಂದಿನ ಕ್ರಮ ಕೈಗೊಳ್ಳಲಾಗುವುದು ಎಂದು ಪೊಲೀಸರು ತಿಳಿಸಿದ್ದಾರೆ.: [948, 1643, 1132, 1724]
registration-mark: [846, 1995, 856, 2005]
column-rule: [998, 952, 999, 1292]
chamundi-photo: [766, 996, 992, 1144]
sweeper-truck-icon: [806, 1374, 946, 1436]
story-krishna: [1006, 952, 1304, 1288]
event-title: ವಿದ್ಯಾರ್ಥಿವೇತನ ವಿತರಣಾ ಸಮಾರಂಭ: [1154, 1831, 1268, 1842]
kiru-item-body: ಬೆಂಗಳೂರು ಮಹಾನಗರ ಸಾರಿಗೆ ಸಂಸ್ಥೆಯು ಪ್ರಯಾಣಿಕರ ಅನುಕೂಲಕ್ಕಾಗಿ ಜೂ.30ರಂದು ನೂತನ ಮಾರ್ಗವನ್ನು ಪರಿಚಯಿಸುತ್ತಿದೆ. ಮಾರ್ಗ ಸಂಖ್ಯೆ 401-ಕೆ ಕೆಂಗೇರಿ ಟಿಟಿಎಂಸಿಯಿಂದ ಯಶವಂತಪುರ ಟಿಟಿಎಂಸಿವರೆಗೆ ಸಂಚರಿಸಲಿದೆ. ನಾಗರಭಾವಿ ಸರ್ಕಲ್, ಚಂದ್ರಲೇಔಟ್, ವಿಜಯನಗರ ಮಾರ್ಗವಾಗಿ ಸಂಚರಿಸಲಿದೆ ಎಂದು ಸಂಸ್ಥೆ ತಿಳಿಸಿದೆ.: [36, 579, 266, 646]
event-place-label: ಸ್ಥಳ:: [1154, 1695, 1169, 1706]
story-swachhate: [522, 1300, 992, 1566]
event-place: ಬಸವನಗುಡಿಯ ಬಿಎಂಎಸ್ ಇಂಜಿನಿಯರಿಂಗ್ ಕಾಲೇಜು: [1154, 1773, 1254, 1797]
registration-mark: [140, 1995, 150, 2005]
events-label-2: ನಗರದಲ್ಲಿ...: [1189, 1644, 1240, 1658]
story-body: [36, 298, 266, 476]
kiru-item: [36, 768, 266, 1018]
event-time: ಬೆಳಗ್ಗೆ 11ಕ್ಕೆ: [1185, 1933, 1224, 1944]
column-rule: [284, 486, 285, 1566]
seat-headline: ಸೀಟ್ ಬ್ಲಾಕಿಂಗ್ ಹಗರಣ: ಇಡಿಯಿಂದ ನಗದು ವಶ: [1006, 1302, 1285, 1358]
brand-tagline: ರಾಷ್ಟ್ರೀಯ ಚಿಂತನೆಯ ದೈನಿಕ: [100, 50, 171, 59]
event-item: [1154, 1746, 1300, 1824]
lead-response-box: [730, 756, 1076, 938]
registration-mark: [1200, 1995, 1210, 2005]
issue-day: ಭಾನುವಾರ: [1160, 16, 1209, 32]
section-rule: [294, 946, 1304, 947]
story-lawyer: [36, 1590, 624, 1980]
event-title: ವಿಷನ್ ಮಕ್ಕಳ ವಿಜ್ಞಾನ ಪ್ರಶಸ್ತಿ ಪ್ರದಾನ ಸಮಾರಂಭ: [1154, 1747, 1269, 1771]
lead-response-headline: ಸಮಸ್ಯೆಗಳಿಗೆ ಸರ್ಕಾರದ ಸ್ಪಂದನೆ: [738, 762, 887, 780]
registration-mark: [874, 1995, 884, 2005]
issue-date: 29 ಜೂನ್ 2025: [1150, 40, 1224, 53]
kiru-item-headline: ನೂತನ ಬಸ್ ಮಾರ್ಗ ನಾಳೆ ಪರಿಚಯ: [74, 551, 266, 570]
vamachara-photo-caption: [830, 1800, 940, 1854]
